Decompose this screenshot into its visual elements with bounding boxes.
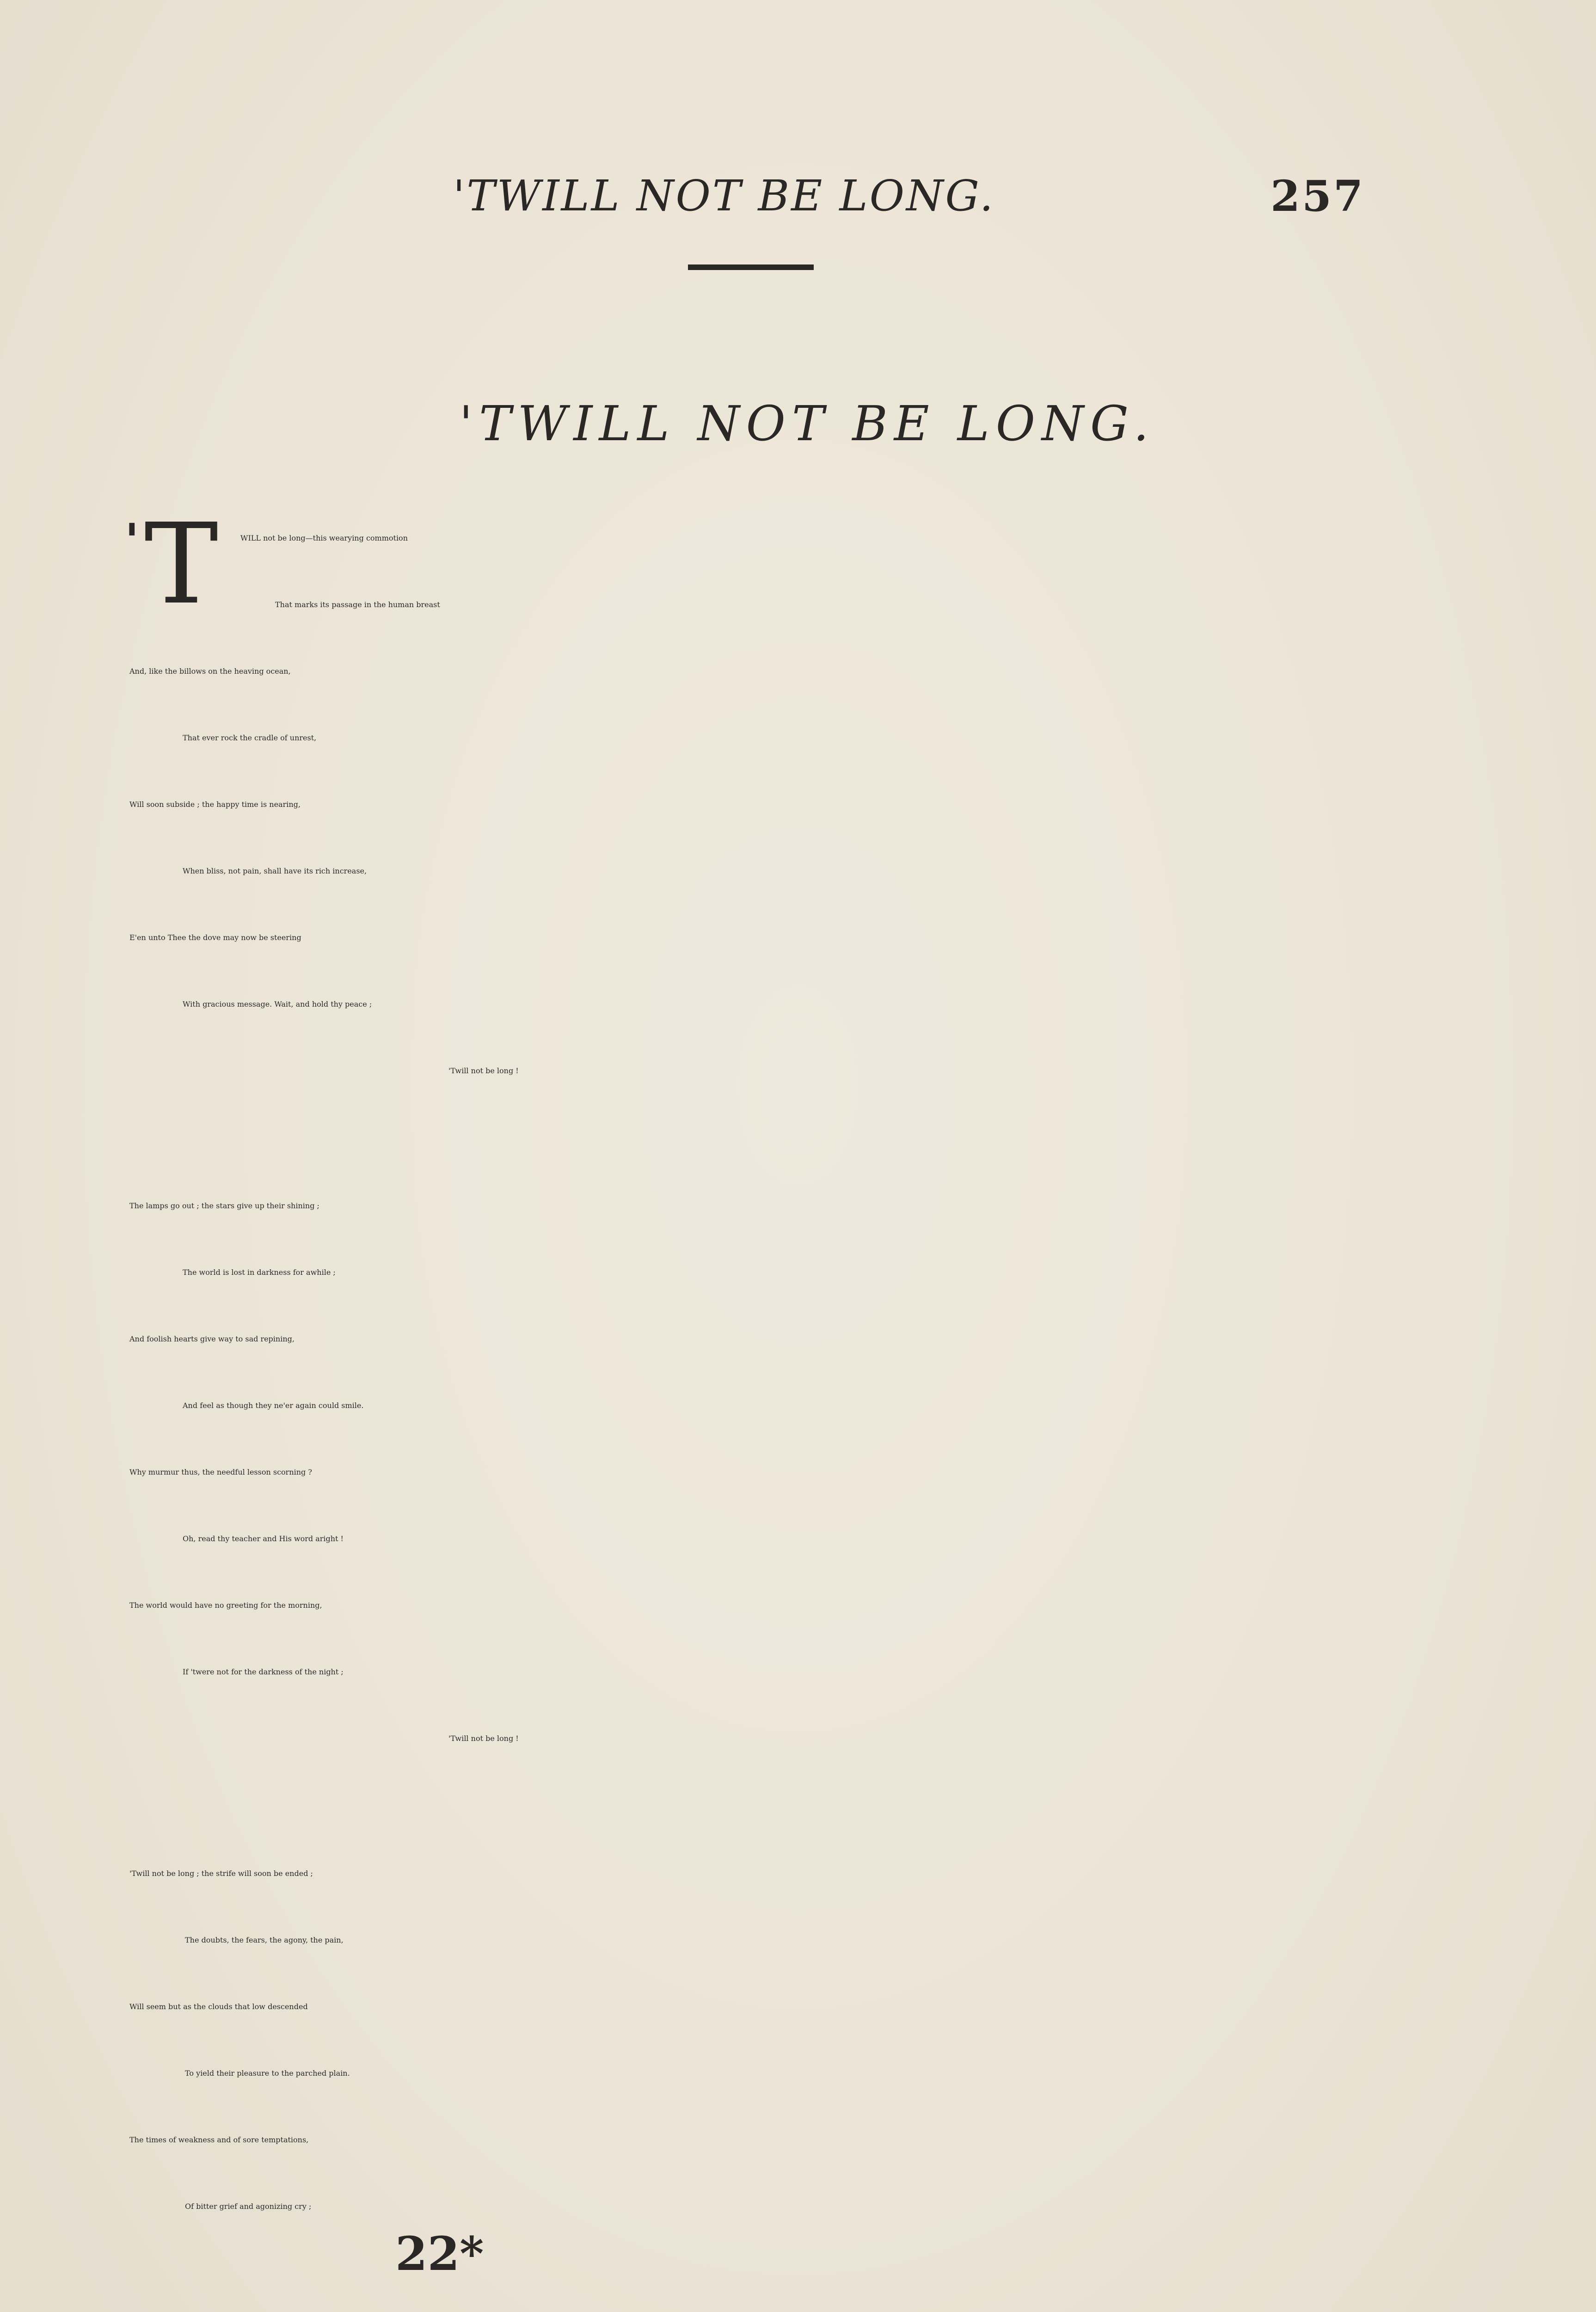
poem-line: Will seem but as the clouds that low descended xyxy=(129,2002,308,2011)
poem-line: E'en unto Thee the dove may now be steering xyxy=(129,933,301,942)
poem-line: To yield their pleasure to the parched plain. xyxy=(185,2069,350,2078)
running-title: 'TWILL NOT BE LONG. xyxy=(453,171,995,221)
poem-line: The world is lost in darkness for awhile ; xyxy=(183,1268,336,1277)
dropcap-quote: ' xyxy=(125,513,139,568)
poem-line: Oh, read thy teacher and His word aright ! xyxy=(183,1534,344,1543)
dropcap-letter: T xyxy=(144,499,219,629)
poem-line: That ever rock the cradle of unrest, xyxy=(183,733,317,742)
poem-line: The lamps go out ; the stars give up their shining ; xyxy=(129,1201,319,1210)
poem-line: And, like the billows on the heaving ocean, xyxy=(129,667,291,676)
poem-line: Of bitter grief and agonizing cry ; xyxy=(185,2202,312,2211)
poem-line: Will soon subside ; the happy time is nearing, xyxy=(129,800,301,809)
poem-refrain: 'Twill not be long ! xyxy=(448,1734,519,1743)
poem-line: That marks its passage in the human breast xyxy=(275,600,440,609)
poem-title: 'TWILL NOT BE LONG. xyxy=(459,395,1155,452)
poem-line: The times of weakness and of sore temptations, xyxy=(129,2135,309,2144)
poem-line: If 'twere not for the darkness of the night ; xyxy=(183,1667,344,1676)
poem-line: And foolish hearts give way to sad repining, xyxy=(129,1334,295,1343)
poem-line: When bliss, not pain, shall have its rich increase, xyxy=(183,867,367,875)
poem-line: Why murmur thus, the needful lesson scorning ? xyxy=(129,1468,312,1476)
poem-line: With gracious message. Wait, and hold thy peace ; xyxy=(183,1000,372,1008)
poem-line: 'Twill not be long ; the strife will soon be ended ; xyxy=(129,1869,313,1878)
poem-refrain: 'Twill not be long ! xyxy=(448,1066,519,1075)
page-number: 257 xyxy=(1270,171,1365,221)
title-rule xyxy=(688,264,814,270)
poem-line: WILL not be long—this wearying commotion xyxy=(240,534,408,542)
poem-line: The doubts, the fears, the agony, the pain, xyxy=(185,1936,344,1944)
poem-line: The world would have no greeting for the morning, xyxy=(129,1601,322,1610)
poem-line: And feel as though they ne'er again could smile. xyxy=(183,1401,364,1410)
signature-mark: 22* xyxy=(395,2226,484,2281)
